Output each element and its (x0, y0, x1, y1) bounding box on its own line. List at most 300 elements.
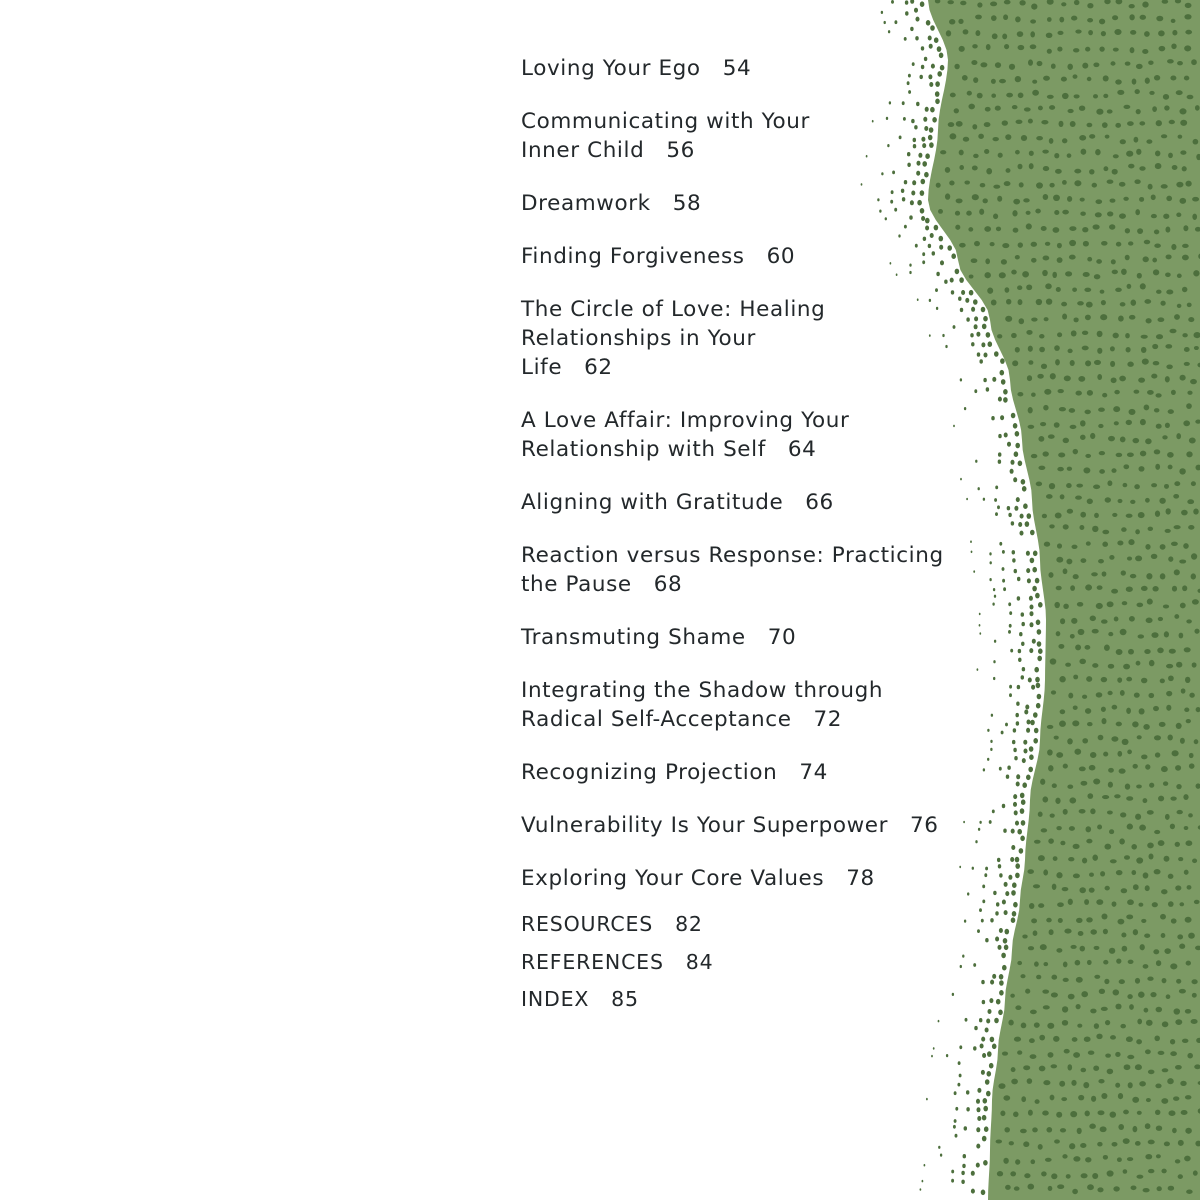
speckle-dot (1087, 722, 1093, 726)
speckle-dot (1113, 1186, 1119, 1191)
edge-dot (962, 955, 964, 958)
speckle-dot (1017, 285, 1022, 290)
speckle-dot (1077, 301, 1084, 305)
speckle-dot (1071, 545, 1077, 549)
edge-dot (1038, 648, 1043, 654)
speckle-dot (1161, 766, 1168, 772)
speckle-dot (1184, 76, 1189, 81)
toc-entry-page: 60 (766, 244, 796, 269)
speckle-dot (1116, 242, 1122, 247)
speckle-dot (1068, 349, 1073, 353)
speckle-dot (1005, 134, 1011, 140)
speckle-dot (1080, 198, 1085, 202)
speckle-dot (1166, 196, 1172, 201)
speckle-dot (1126, 708, 1131, 714)
speckle-dot (1015, 347, 1020, 353)
speckle-dot (1020, 1129, 1027, 1134)
toc-entry[interactable] (521, 864, 991, 893)
toc-entry[interactable] (521, 295, 851, 382)
speckle-dot (1029, 163, 1034, 169)
edge-dot (989, 1063, 994, 1069)
speckle-dot (1140, 283, 1146, 289)
edge-dot (1015, 873, 1020, 879)
speckle-dot (1152, 106, 1157, 112)
speckle-dot (1123, 197, 1128, 201)
speckle-dot (1143, 724, 1149, 730)
speckle-dot (1178, 135, 1183, 139)
edge-dot (1032, 567, 1037, 573)
speckle-dot (1057, 1184, 1064, 1189)
edge-dot (1002, 804, 1005, 808)
speckle-dot (1192, 599, 1199, 604)
speckle-dot (1182, 287, 1188, 292)
speckle-dot (1107, 810, 1113, 814)
speckle-dot (1081, 149, 1087, 155)
speckle-dot (1038, 106, 1043, 111)
speckle-dot (1080, 420, 1086, 426)
speckle-dot (1168, 675, 1174, 681)
speckle-dot (1015, 1159, 1020, 1164)
edge-dot (1013, 423, 1018, 429)
speckle-dot (1151, 554, 1158, 559)
speckle-dot (1063, 809, 1068, 815)
edge-dot (1002, 579, 1005, 583)
edge-dot (1014, 451, 1019, 457)
edge-dot (987, 1009, 991, 1014)
edge-dot (1028, 767, 1033, 773)
speckle-dot (1179, 633, 1184, 639)
speckle-dot (1159, 46, 1166, 51)
edge-dot (1008, 875, 1012, 880)
speckle-dot (1180, 738, 1185, 744)
speckle-dot (1168, 901, 1174, 907)
speckle-dot (1112, 513, 1117, 517)
edge-dot (1002, 965, 1007, 971)
speckle-dot (1071, 16, 1077, 21)
speckle-dot (1145, 438, 1152, 444)
speckle-dot (1021, 135, 1027, 141)
speckle-dot (1147, 390, 1154, 395)
edge-dot (1009, 693, 1012, 697)
edge-dot (992, 810, 995, 814)
speckle-dot (1130, 47, 1135, 53)
speckle-dot (1160, 914, 1166, 920)
speckle-dot (1018, 45, 1025, 50)
speckle-dot (1177, 61, 1183, 65)
speckle-dot (1161, 184, 1168, 188)
speckle-dot (1070, 360, 1075, 366)
speckle-dot (1123, 105, 1130, 109)
speckle-dot (1145, 885, 1150, 891)
speckle-dot (1062, 93, 1069, 99)
edge-dot (1014, 506, 1018, 511)
edge-dot (1008, 513, 1011, 517)
speckle-dot (1125, 228, 1130, 233)
speckle-dot (1120, 436, 1126, 442)
speckle-dot (1049, 524, 1055, 528)
speckle-dot (1123, 1110, 1129, 1115)
edge-dot (1019, 848, 1024, 854)
speckle-dot (1096, 109, 1103, 115)
speckle-dot (1033, 884, 1040, 888)
speckle-dot (1031, 242, 1037, 247)
edge-dot (981, 1070, 985, 1075)
speckle-dot (1031, 918, 1037, 923)
speckle-dot (1052, 783, 1057, 788)
edge-dot (1029, 754, 1034, 760)
speckle-dot (1120, 690, 1125, 696)
speckle-dot (1085, 360, 1091, 366)
speckle-dot (1171, 918, 1177, 923)
edge-dot (1004, 882, 1008, 887)
edge-dot (1012, 882, 1017, 888)
speckle-dot (1110, 61, 1115, 65)
speckle-dot (1113, 333, 1119, 339)
speckle-dot (1097, 331, 1103, 337)
speckle-dot (1155, 150, 1160, 156)
speckle-dot (1009, 64, 1015, 70)
speckle-dot (991, 94, 996, 98)
speckle-dot (1074, 0, 1080, 5)
speckle-dot (1047, 49, 1052, 54)
edge-dot (1018, 649, 1021, 653)
speckle-dot (1160, 544, 1166, 550)
speckle-dot (1164, 631, 1169, 637)
speckle-dot (1087, 123, 1093, 128)
speckle-dot (1113, 406, 1120, 412)
speckle-dot (1107, 109, 1113, 113)
speckle-dot (1073, 574, 1079, 579)
speckle-dot (1117, 919, 1124, 925)
speckle-dot (1020, 974, 1025, 978)
speckle-dot (1155, 1084, 1161, 1089)
speckle-dot (1112, 705, 1118, 710)
edge-dot (1010, 469, 1014, 474)
edge-dot (954, 1119, 957, 1123)
speckle-dot (1139, 825, 1146, 831)
speckle-dot (1151, 632, 1158, 638)
speckle-dot (1021, 1096, 1026, 1102)
speckle-dot (1153, 706, 1159, 711)
speckle-dot (1127, 899, 1134, 905)
speckle-dot (1023, 1065, 1030, 1070)
speckle-dot (1102, 530, 1109, 534)
speckle-dot (1088, 30, 1093, 35)
speckle-dot (1001, 259, 1007, 265)
speckle-dot (1131, 844, 1137, 850)
speckle-dot (1180, 120, 1187, 126)
speckle-dot (1174, 314, 1180, 320)
speckle-dot (1139, 121, 1145, 125)
speckle-dot (1183, 225, 1188, 231)
speckle-dot (1103, 1155, 1108, 1160)
edge-dot (1014, 756, 1017, 760)
edge-dot (1001, 953, 1006, 959)
speckle-dot (1155, 163, 1162, 169)
speckle-dot (1084, 899, 1089, 905)
speckle-dot (1074, 94, 1080, 98)
edge-dot (1021, 479, 1026, 485)
speckle-dot (1069, 255, 1076, 260)
edge-dot (1023, 503, 1028, 509)
edge-dot (976, 1099, 980, 1104)
toc-entry-page: 78 (846, 866, 875, 891)
toc-entry[interactable] (521, 189, 991, 218)
speckle-dot (991, 79, 996, 84)
speckle-dot (1117, 1157, 1122, 1162)
edge-dot (1011, 521, 1014, 525)
speckle-dot (1151, 374, 1157, 379)
speckle-dot (1171, 19, 1176, 23)
speckle-dot (1094, 274, 1101, 279)
speckle-dot (1136, 603, 1143, 608)
speckle-dot (1127, 994, 1132, 999)
speckle-dot (1181, 1110, 1188, 1115)
toc-entry-title: Vulnerability Is Your Superpower (521, 813, 889, 838)
toc-entry[interactable] (521, 242, 991, 271)
edge-dot (981, 1190, 986, 1196)
edge-dot (993, 660, 995, 663)
speckle-dot (1156, 424, 1162, 429)
speckle-dot (1185, 181, 1191, 187)
speckle-dot (1002, 243, 1009, 248)
speckle-dot (1111, 589, 1118, 594)
edge-dot (991, 714, 993, 717)
speckle-dot (1063, 764, 1068, 769)
edge-dot (1012, 911, 1017, 917)
speckle-dot (1080, 558, 1086, 563)
speckle-dot (1139, 708, 1145, 714)
speckle-dot (1136, 149, 1141, 155)
back-matter-item[interactable] (521, 944, 921, 982)
speckle-dot (1091, 572, 1098, 576)
speckle-dot (1165, 423, 1170, 428)
toc-entry[interactable] (521, 488, 991, 517)
edge-dot (1009, 611, 1012, 615)
speckle-dot (1054, 602, 1059, 608)
speckle-dot (1114, 29, 1121, 35)
speckle-dot (1080, 212, 1086, 216)
edge-dot (999, 928, 1003, 933)
speckle-dot (1182, 333, 1187, 337)
back-matter-item[interactable] (521, 906, 921, 944)
speckle-dot (1110, 859, 1117, 863)
speckle-dot (1177, 304, 1182, 308)
edge-dot (920, 1, 925, 7)
edge-dot (1021, 622, 1024, 626)
speckle-dot (1135, 978, 1140, 984)
speckle-dot (1129, 4, 1135, 8)
speckle-dot (1031, 3, 1037, 9)
speckle-dot (1069, 826, 1075, 831)
speckle-dot (1075, 495, 1082, 499)
speckle-dot (1056, 586, 1062, 591)
speckle-dot (1102, 795, 1109, 799)
edge-dot (995, 486, 998, 490)
speckle-dot (1129, 14, 1134, 20)
speckle-dot (1105, 1053, 1111, 1057)
toc-entry[interactable] (521, 623, 991, 652)
speckle-dot (1122, 601, 1128, 605)
speckle-dot (1048, 838, 1054, 843)
speckle-dot (1093, 779, 1100, 785)
speckle-dot (1140, 15, 1146, 20)
speckle-dot (1028, 1110, 1033, 1116)
speckle-dot (1160, 679, 1165, 684)
speckle-dot (1121, 269, 1127, 275)
edge-dot (1013, 728, 1016, 732)
speckle-dot (1113, 48, 1119, 52)
toc-entry[interactable] (521, 541, 981, 599)
speckle-dot (1068, 994, 1075, 1000)
speckle-dot (1186, 961, 1191, 966)
speckle-dot (1069, 240, 1076, 246)
edge-dot (1025, 521, 1030, 527)
toc-entry[interactable] (521, 107, 841, 165)
speckle-dot (1187, 499, 1194, 504)
speckle-dot (1174, 525, 1181, 529)
speckle-dot (1073, 705, 1078, 710)
speckle-dot (1176, 723, 1182, 729)
speckle-dot (1167, 1078, 1174, 1084)
speckle-dot (1102, 542, 1108, 547)
speckle-dot (1117, 751, 1122, 757)
speckle-dot (1057, 47, 1062, 52)
edge-dot (1003, 938, 1008, 944)
speckle-dot (1098, 559, 1104, 564)
speckle-dot (1089, 765, 1096, 771)
speckle-dot (1175, 885, 1181, 890)
speckle-dot (1168, 556, 1173, 562)
speckle-dot (1194, 900, 1200, 904)
speckle-dot (1025, 989, 1030, 994)
speckle-dot (1164, 856, 1170, 862)
edge-dot (1011, 829, 1015, 834)
speckle-dot (1103, 929, 1108, 935)
edge-dot (1017, 596, 1020, 600)
speckle-dot (1043, 451, 1049, 456)
speckle-dot (1148, 1140, 1155, 1145)
speckle-dot (1192, 214, 1197, 220)
edge-dot (1029, 596, 1033, 601)
edge-dot (1037, 641, 1042, 647)
speckle-dot (1126, 586, 1133, 591)
speckle-dot (1050, 1095, 1055, 1101)
speckle-dot (1110, 1111, 1117, 1117)
toc-entry-title: The Circle of Love: Healing Relationships in Your Life (521, 297, 826, 380)
toc-entry[interactable] (521, 758, 991, 787)
speckle-dot (1128, 649, 1134, 655)
speckle-dot (1179, 559, 1186, 563)
speckle-dot (1134, 484, 1140, 489)
speckle-dot (1053, 227, 1060, 233)
edge-dot (993, 588, 995, 591)
toc-entry[interactable] (521, 406, 881, 464)
speckle-dot (1156, 960, 1161, 966)
edge-dot (1020, 793, 1025, 799)
speckle-dot (1033, 930, 1038, 936)
speckle-dot (1179, 902, 1184, 906)
speckle-dot (1172, 586, 1177, 592)
speckle-dot (1120, 302, 1126, 306)
speckle-dot (998, 1083, 1005, 1089)
speckle-dot (1087, 499, 1093, 505)
speckle-dot (1125, 61, 1131, 65)
edge-dot (955, 1107, 958, 1111)
toc-entry[interactable] (521, 54, 991, 83)
speckle-dot (1092, 663, 1098, 668)
speckle-dot (1083, 241, 1089, 247)
speckle-dot (1165, 272, 1171, 277)
speckle-dot (1126, 914, 1133, 919)
speckle-dot (1097, 348, 1102, 354)
speckle-dot (1121, 527, 1127, 532)
speckle-dot (975, 30, 980, 36)
speckle-dot (1048, 572, 1053, 578)
speckle-dot (1098, 408, 1105, 412)
speckle-dot (1124, 1064, 1131, 1070)
speckle-dot (1119, 979, 1125, 984)
speckle-dot (1167, 734, 1172, 740)
speckle-dot (1100, 1126, 1107, 1132)
edge-dot (1033, 738, 1038, 744)
speckle-dot (1103, 752, 1108, 757)
speckle-dot (992, 137, 998, 141)
speckle-dot (1118, 1093, 1123, 1099)
speckle-dot (1191, 573, 1196, 579)
speckle-dot (1140, 944, 1145, 950)
speckle-dot (1189, 438, 1196, 444)
speckle-dot (1067, 153, 1072, 158)
edge-dot (986, 1019, 990, 1024)
speckle-dot (1047, 17, 1052, 22)
edge-dot (993, 891, 996, 895)
toc-entry[interactable] (521, 811, 991, 840)
speckle-dot (1056, 1112, 1062, 1118)
edge-dot (1020, 808, 1025, 814)
speckle-dot (1055, 798, 1060, 804)
speckle-dot (1051, 1173, 1057, 1179)
speckle-dot (1022, 934, 1027, 938)
toc-entry[interactable] (521, 676, 906, 734)
speckle-dot (1176, 784, 1181, 789)
edge-dot (1036, 683, 1041, 689)
speckle-dot (1099, 469, 1105, 474)
toc-entry-page: 56 (666, 138, 695, 163)
speckle-dot (1133, 884, 1139, 890)
speckle-dot (1069, 408, 1076, 413)
edge-dot (915, 36, 918, 40)
speckle-dot (1043, 405, 1048, 411)
speckle-dot (1041, 1171, 1047, 1176)
speckle-dot (1150, 992, 1156, 997)
edge-dot (1022, 486, 1027, 492)
edge-dot (1021, 820, 1026, 826)
edge-dot (1022, 758, 1026, 763)
speckle-dot (1042, 1111, 1049, 1116)
speckle-dot (995, 106, 1001, 111)
edge-dot (1037, 694, 1042, 700)
back-matter-item[interactable] (521, 981, 921, 1019)
edge-dot (999, 542, 1002, 546)
speckle-dot (1009, 1141, 1014, 1145)
speckle-dot (1010, 994, 1015, 998)
speckle-dot (1057, 467, 1064, 471)
speckle-dot (1039, 347, 1045, 353)
speckle-dot (1128, 164, 1134, 169)
speckle-dot (1136, 1039, 1142, 1044)
speckle-dot (1112, 270, 1118, 275)
